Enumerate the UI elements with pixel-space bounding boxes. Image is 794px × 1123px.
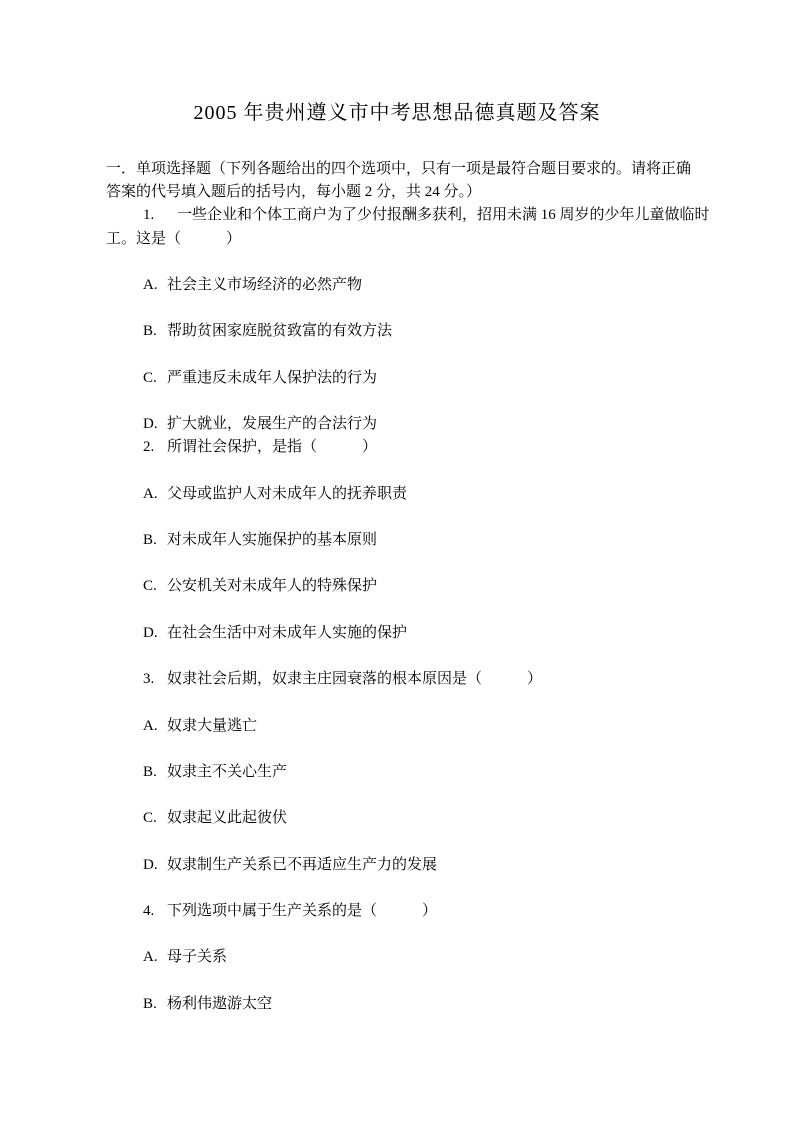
option-label: B. bbox=[143, 323, 157, 340]
document-body bbox=[106, 158, 712, 1016]
question-4-option-a bbox=[106, 946, 712, 969]
option-label: C. bbox=[143, 369, 157, 386]
option-text: 奴隶主不关心生产 bbox=[167, 763, 288, 780]
option-label: D. bbox=[143, 624, 158, 641]
question-2-option-b bbox=[106, 529, 712, 552]
option-text: 扩大就业，发展生产的合法行为 bbox=[167, 416, 378, 433]
question-3-stem-text: 奴隶社会后期，奴隶主庄园衰落的根本原因是（ ） bbox=[167, 671, 543, 688]
question-3-option-d bbox=[106, 854, 712, 877]
option-text: 奴隶大量逃亡 bbox=[167, 717, 258, 734]
page-title: 2005 年贵州遵义市中考思想品德真题及答案 bbox=[193, 102, 601, 124]
question-3-option-c bbox=[106, 807, 712, 830]
question-1-stem-line-2: 工。这是（ ） bbox=[106, 230, 242, 247]
option-text: 对未成年人实施保护的基本原则 bbox=[167, 532, 378, 548]
section-1-heading-line-2: 答案的代号填入题后的括号内，每小题 2 分，共 24 分。） bbox=[106, 184, 482, 201]
option-label: D. bbox=[143, 856, 158, 873]
option-label: B. bbox=[143, 763, 157, 780]
question-1-option-b bbox=[106, 320, 712, 343]
section-1-heading-line-1: 一．单项选择题（下列各题给出的四个选项中，只有一项是最符合题目要求的。请将正确 bbox=[106, 161, 692, 177]
question-2-number: 2. bbox=[143, 439, 155, 456]
option-label: A. bbox=[143, 717, 158, 734]
option-text: 母子关系 bbox=[167, 949, 228, 966]
question-4-option-b bbox=[106, 993, 712, 1016]
question-4-number: 4. bbox=[143, 903, 155, 919]
option-text: 奴隶制生产关系已不再适应生产力的发展 bbox=[167, 856, 438, 873]
question-2-stem bbox=[106, 436, 712, 459]
option-text: 杨利伟遨游太空 bbox=[167, 995, 273, 1012]
question-2-option-d bbox=[106, 622, 712, 645]
question-4-stem bbox=[106, 900, 712, 923]
option-label: A. bbox=[143, 485, 158, 502]
question-3-option-a bbox=[106, 715, 712, 738]
question-2-option-c bbox=[106, 575, 712, 598]
option-label: C. bbox=[143, 810, 157, 827]
option-text: 在社会生活中对未成年人实施的保护 bbox=[167, 624, 408, 641]
option-label: C. bbox=[143, 578, 157, 595]
option-text: 奴隶起义此起彼伏 bbox=[167, 810, 288, 827]
question-1-option-d bbox=[106, 413, 712, 436]
question-3-number: 3. bbox=[143, 671, 155, 688]
option-label: A. bbox=[143, 949, 158, 966]
question-1-option-a bbox=[106, 274, 712, 297]
option-text: 父母或监护人对未成年人的抚养职责 bbox=[167, 485, 408, 502]
question-1-stem-line-1 bbox=[106, 204, 712, 227]
question-2-stem-text: 所谓社会保护，是指（ ） bbox=[167, 439, 378, 456]
question-1-option-c bbox=[106, 367, 712, 390]
question-2-option-a bbox=[106, 483, 712, 506]
option-label: B. bbox=[143, 995, 157, 1012]
option-label: B. bbox=[143, 532, 157, 548]
question-3-option-b bbox=[106, 761, 712, 784]
question-3-stem bbox=[106, 668, 712, 691]
option-text: 严重违反未成年人保护法的行为 bbox=[167, 369, 378, 386]
option-label: A. bbox=[143, 276, 158, 293]
question-4-stem-text: 下列选项中属于生产关系的是（ ） bbox=[167, 903, 438, 919]
question-1-stem-text: 一些企业和个体工商户为了少付报酬多获利，招用未满 16 周岁的少年儿童做临时 bbox=[177, 207, 710, 224]
option-text: 公安机关对未成年人的特殊保护 bbox=[167, 578, 378, 595]
option-text: 帮助贫困家庭脱贫致富的有效方法 bbox=[167, 323, 393, 340]
option-label: D. bbox=[143, 416, 158, 433]
question-1-number: 1. bbox=[143, 207, 155, 224]
option-text: 社会主义市场经济的必然产物 bbox=[167, 276, 363, 293]
